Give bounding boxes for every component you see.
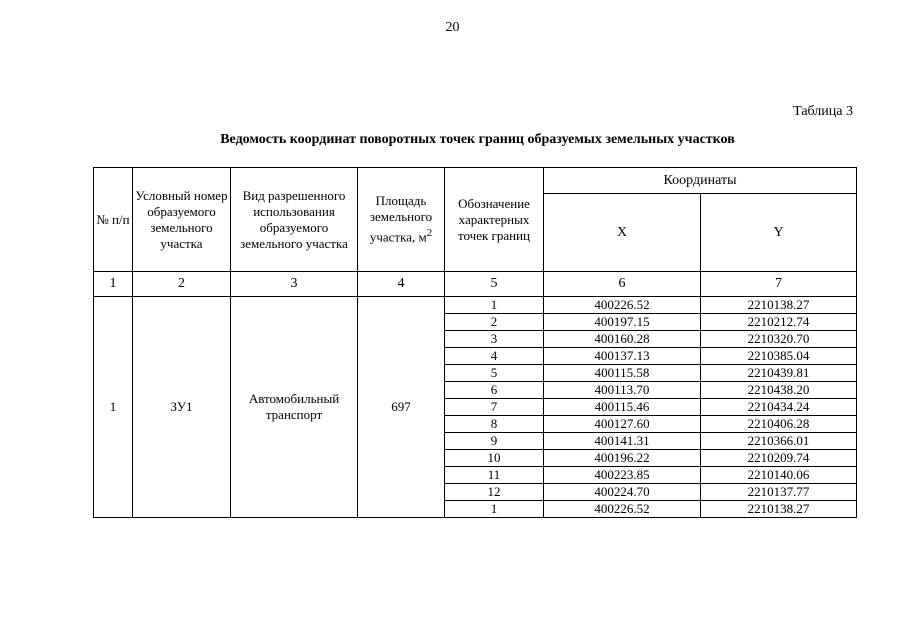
header-y: Y	[701, 194, 857, 272]
column-number: 3	[231, 272, 358, 297]
plot-permitted-use: Автомобильный транспорт	[231, 297, 358, 518]
column-number: 1	[94, 272, 133, 297]
column-number: 2	[133, 272, 231, 297]
point-label: 4	[445, 348, 544, 365]
column-number: 7	[701, 272, 857, 297]
point-label: 2	[445, 314, 544, 331]
point-label: 6	[445, 382, 544, 399]
coordinates-body	[94, 297, 857, 518]
coord-x: 400160.28	[544, 331, 701, 348]
header-points: Обозначение характерных точек границ	[445, 168, 544, 272]
point-label: 5	[445, 365, 544, 382]
coord-y: 2210385.04	[701, 348, 857, 365]
coord-y: 2210434.24	[701, 399, 857, 416]
column-number: 5	[445, 272, 544, 297]
coord-x: 400223.85	[544, 467, 701, 484]
point-label: 8	[445, 416, 544, 433]
point-label: 10	[445, 450, 544, 467]
document-title: Ведомость координат поворотных точек границ образуемых земельных участков	[220, 132, 735, 147]
coord-x: 400226.52	[544, 297, 701, 314]
coord-y: 2210320.70	[701, 331, 857, 348]
point-label: 11	[445, 467, 544, 484]
coord-x: 400197.15	[544, 314, 701, 331]
coord-x: 400224.70	[544, 484, 701, 501]
coordinates-table	[93, 167, 857, 518]
coord-y: 2210138.27	[701, 297, 857, 314]
coord-y: 2210137.77	[701, 484, 857, 501]
table-caption: Таблица 3	[793, 104, 853, 119]
header-permitted-use: Вид разрешенного использования образуемого земельного участка	[231, 168, 358, 272]
point-label: 9	[445, 433, 544, 450]
coord-x: 400137.13	[544, 348, 701, 365]
header-area-label: Площадь земельного участка, м	[369, 193, 433, 245]
header-conditional-number: Условный номер образуемого земельного участка	[133, 168, 231, 272]
point-label: 1	[445, 501, 544, 518]
point-label: 1	[445, 297, 544, 314]
plot-conditional-number: ЗУ1	[133, 297, 231, 518]
coord-x: 400115.58	[544, 365, 701, 382]
coord-x: 400115.46	[544, 399, 701, 416]
header-area	[358, 168, 445, 272]
table-row	[94, 297, 857, 314]
coord-y: 2210209.74	[701, 450, 857, 467]
coord-y: 2210366.01	[701, 433, 857, 450]
column-numbers-row	[94, 272, 857, 297]
coord-x: 400226.52	[544, 501, 701, 518]
coord-y: 2210439.81	[701, 365, 857, 382]
coord-y: 2210406.28	[701, 416, 857, 433]
header-x: X	[544, 194, 701, 272]
column-number: 4	[358, 272, 445, 297]
page-number: 20	[445, 20, 460, 35]
coord-y: 2210212.74	[701, 314, 857, 331]
plot-number: 1	[94, 297, 133, 518]
header-no: № п/п	[94, 168, 133, 272]
coord-y: 2210140.06	[701, 467, 857, 484]
point-label: 12	[445, 484, 544, 501]
plot-area: 697	[358, 297, 445, 518]
coord-x: 400196.22	[544, 450, 701, 467]
coord-x: 400141.31	[544, 433, 701, 450]
header-area-sup: 2	[426, 227, 433, 240]
coord-y: 2210138.27	[701, 501, 857, 518]
point-label: 7	[445, 399, 544, 416]
point-label: 3	[445, 331, 544, 348]
column-number: 6	[544, 272, 701, 297]
header-coordinates: Координаты	[544, 168, 857, 194]
coord-x: 400113.70	[544, 382, 701, 399]
coord-y: 2210438.20	[701, 382, 857, 399]
coord-x: 400127.60	[544, 416, 701, 433]
